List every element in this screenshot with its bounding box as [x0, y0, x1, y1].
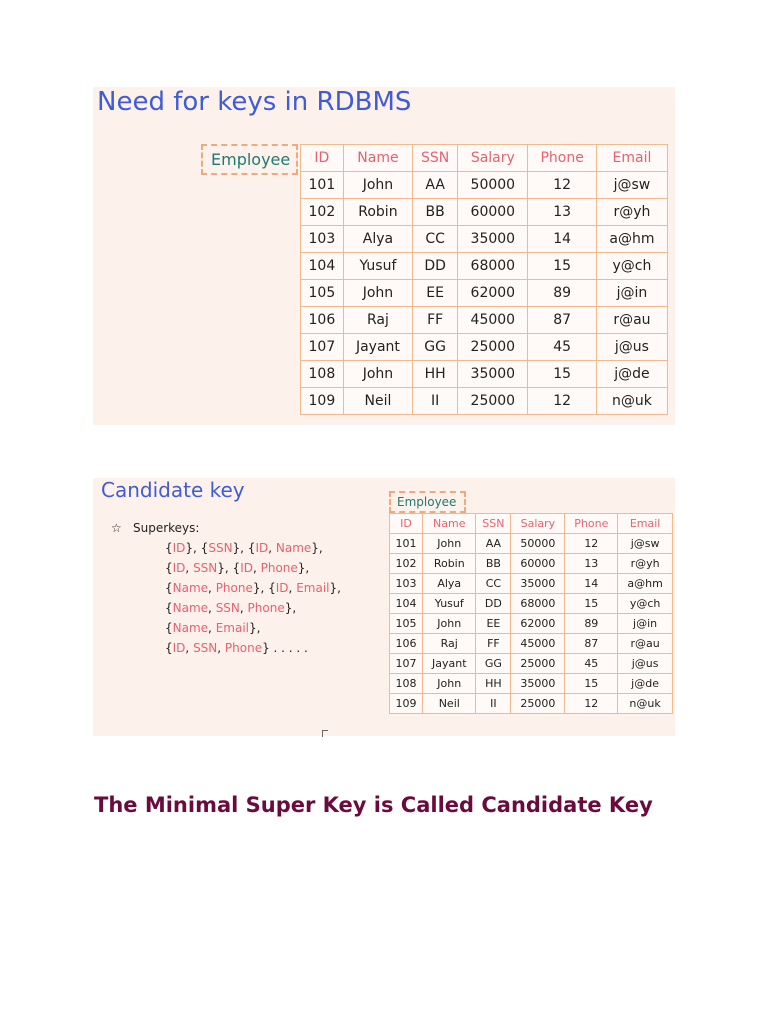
- table-cell: 12: [565, 694, 618, 714]
- table-cell: 87: [565, 634, 618, 654]
- superkey-punctuation: },: [284, 601, 297, 615]
- superkey-punctuation: ,: [288, 581, 297, 595]
- table-cell: 12: [565, 534, 618, 554]
- table-cell: FF: [476, 634, 511, 654]
- table-cell: j@us: [618, 654, 673, 674]
- superkeys-list: [111, 518, 341, 658]
- table-cell: John: [343, 280, 412, 307]
- superkey-punctuation: ,: [208, 621, 216, 635]
- table-cell: BB: [476, 554, 511, 574]
- table-cell: 89: [528, 280, 596, 307]
- table-cell: a@hm: [596, 226, 667, 253]
- table-row: [390, 694, 673, 714]
- employee-table: [300, 144, 668, 415]
- employee-table-small: [389, 513, 673, 714]
- column-header: SSN: [476, 514, 511, 534]
- table-cell: DD: [476, 594, 511, 614]
- table-cell: EE: [413, 280, 458, 307]
- slide-title: Need for keys in RDBMS: [97, 87, 412, 117]
- superkey-attribute: Name: [172, 581, 209, 595]
- superkey-attribute: Name: [172, 601, 209, 615]
- superkey-line: [111, 578, 341, 598]
- table-row: [390, 534, 673, 554]
- table-cell: 101: [390, 534, 423, 554]
- superkey-attribute: Email: [215, 621, 249, 635]
- superkey-punctuation: {: [165, 621, 173, 635]
- column-header: Name: [423, 514, 476, 534]
- superkey-line: [111, 638, 341, 658]
- table-cell: 107: [390, 654, 423, 674]
- table-cell: Neil: [423, 694, 476, 714]
- table-cell: Robin: [343, 199, 412, 226]
- table-cell: Yusuf: [343, 253, 412, 280]
- table-cell: HH: [413, 361, 458, 388]
- table-cell: 104: [390, 594, 423, 614]
- table-row: [301, 253, 668, 280]
- table-cell: FF: [413, 307, 458, 334]
- superkey-punctuation: },: [297, 561, 310, 575]
- table-cell: John: [423, 674, 476, 694]
- caption-heading: The Minimal Super Key is Called Candidate Key: [94, 793, 653, 817]
- slide-need-for-keys: [93, 87, 675, 425]
- table-row: [390, 554, 673, 574]
- superkey-attribute: ID: [172, 541, 186, 555]
- table-cell: 102: [390, 554, 423, 574]
- column-header: Email: [618, 514, 673, 534]
- table-cell: Robin: [423, 554, 476, 574]
- table-cell: 106: [301, 307, 344, 334]
- table-cell: AA: [476, 534, 511, 554]
- table-cell: 108: [301, 361, 344, 388]
- superkey-punctuation: } . . . . .: [262, 641, 308, 655]
- table-cell: 50000: [458, 172, 528, 199]
- table-row: [301, 388, 668, 415]
- table-cell: 13: [565, 554, 618, 574]
- table-cell: j@in: [618, 614, 673, 634]
- table-cell: r@au: [618, 634, 673, 654]
- column-header: Salary: [458, 145, 528, 172]
- table-name-tag: Employee: [389, 491, 466, 513]
- superkey-attribute: ID: [255, 541, 269, 555]
- cursor-icon: [322, 730, 328, 737]
- table-cell: 60000: [458, 199, 528, 226]
- table-cell: BB: [413, 199, 458, 226]
- table-cell: 12: [528, 388, 596, 415]
- table-row: [301, 199, 668, 226]
- table-cell: 68000: [458, 253, 528, 280]
- superkey-punctuation: ,: [252, 561, 261, 575]
- superkey-punctuation: },: [248, 621, 261, 635]
- table-cell: GG: [413, 334, 458, 361]
- table-cell: Raj: [423, 634, 476, 654]
- superkey-punctuation: ,: [185, 561, 194, 575]
- superkey-punctuation: }, {: [185, 541, 209, 555]
- table-cell: 45000: [458, 307, 528, 334]
- table-cell: 60000: [511, 554, 565, 574]
- table-cell: 62000: [511, 614, 565, 634]
- table-cell: 103: [301, 226, 344, 253]
- table-row: [390, 574, 673, 594]
- superkeys-label: Superkeys:: [133, 521, 200, 535]
- table-cell: 35000: [458, 226, 528, 253]
- table-cell: 68000: [511, 594, 565, 614]
- slide-title: Candidate key: [101, 478, 245, 502]
- superkey-attribute: SSN: [193, 641, 218, 655]
- superkey-punctuation: {: [165, 641, 173, 655]
- superkey-attribute: Name: [172, 621, 209, 635]
- table-row: [301, 172, 668, 199]
- superkey-attribute: SSN: [215, 601, 240, 615]
- column-header: Phone: [565, 514, 618, 534]
- table-name-tag: Employee: [201, 144, 298, 175]
- table-cell: 15: [528, 253, 596, 280]
- table-cell: 50000: [511, 534, 565, 554]
- table-cell: DD: [413, 253, 458, 280]
- table-cell: 105: [390, 614, 423, 634]
- column-header: ID: [301, 145, 344, 172]
- table-cell: AA: [413, 172, 458, 199]
- superkey-line: [111, 538, 341, 558]
- table-row: [390, 634, 673, 654]
- table-cell: 25000: [458, 334, 528, 361]
- table-cell: 25000: [458, 388, 528, 415]
- table-cell: 25000: [511, 694, 565, 714]
- table-cell: 35000: [511, 674, 565, 694]
- table-cell: 109: [390, 694, 423, 714]
- table-cell: HH: [476, 674, 511, 694]
- table-cell: 106: [390, 634, 423, 654]
- table-row: [390, 674, 673, 694]
- table-cell: Raj: [343, 307, 412, 334]
- table-row: [301, 280, 668, 307]
- superkey-punctuation: },: [311, 541, 323, 555]
- table-cell: 107: [301, 334, 344, 361]
- column-header: ID: [390, 514, 423, 534]
- table-cell: 45: [528, 334, 596, 361]
- table-cell: John: [343, 172, 412, 199]
- superkey-attribute: Phone: [260, 561, 298, 575]
- table-cell: Yusuf: [423, 594, 476, 614]
- table-cell: John: [423, 534, 476, 554]
- table-cell: 102: [301, 199, 344, 226]
- table-cell: Alya: [343, 226, 412, 253]
- superkey-attribute: Phone: [247, 601, 285, 615]
- table-cell: 13: [528, 199, 596, 226]
- table-cell: II: [413, 388, 458, 415]
- superkey-line: [111, 618, 341, 638]
- table-cell: 15: [565, 674, 618, 694]
- table-cell: 45: [565, 654, 618, 674]
- table-cell: y@ch: [618, 594, 673, 614]
- superkey-attribute: Phone: [224, 641, 263, 655]
- superkey-line: [111, 598, 341, 618]
- table-row: [390, 614, 673, 634]
- table-cell: EE: [476, 614, 511, 634]
- superkey-line: [111, 558, 341, 578]
- table-cell: Neil: [343, 388, 412, 415]
- superkey-punctuation: }, {: [217, 561, 241, 575]
- table-cell: 108: [390, 674, 423, 694]
- table-cell: r@au: [596, 307, 667, 334]
- table-cell: 104: [301, 253, 344, 280]
- superkey-attribute: ID: [172, 561, 186, 575]
- table-row: [301, 226, 668, 253]
- table-cell: j@in: [596, 280, 667, 307]
- table-cell: Alya: [423, 574, 476, 594]
- table-cell: 87: [528, 307, 596, 334]
- table-row: [301, 361, 668, 388]
- superkey-attribute: Phone: [215, 581, 253, 595]
- superkey-attribute: Name: [275, 541, 312, 555]
- table-cell: 109: [301, 388, 344, 415]
- superkey-punctuation: {: [165, 561, 173, 575]
- table-cell: 62000: [458, 280, 528, 307]
- table-cell: John: [343, 361, 412, 388]
- superkey-punctuation: ,: [217, 641, 225, 655]
- table-row: [390, 594, 673, 614]
- column-header: Phone: [528, 145, 596, 172]
- table-cell: CC: [413, 226, 458, 253]
- superkey-punctuation: }, {: [252, 581, 276, 595]
- table-cell: 35000: [458, 361, 528, 388]
- table-header-row: [301, 145, 668, 172]
- superkey-punctuation: {: [165, 581, 173, 595]
- table-cell: j@us: [596, 334, 667, 361]
- table-cell: 105: [301, 280, 344, 307]
- table-cell: GG: [476, 654, 511, 674]
- table-cell: John: [423, 614, 476, 634]
- superkey-punctuation: ,: [268, 541, 276, 555]
- superkeys-lines: [111, 538, 341, 658]
- superkey-attribute: SSN: [208, 541, 233, 555]
- slide-candidate-key: [93, 478, 675, 736]
- table-cell: a@hm: [618, 574, 673, 594]
- table-cell: 25000: [511, 654, 565, 674]
- superkey-attribute: Email: [296, 581, 330, 595]
- table-cell: 14: [565, 574, 618, 594]
- column-header: Name: [343, 145, 412, 172]
- table-cell: j@sw: [618, 534, 673, 554]
- table-row: [390, 654, 673, 674]
- superkey-punctuation: ,: [185, 641, 194, 655]
- superkey-punctuation: }, {: [232, 541, 256, 555]
- superkey-attribute: ID: [172, 641, 186, 655]
- table-cell: 103: [390, 574, 423, 594]
- superkey-punctuation: {: [165, 541, 173, 555]
- table-cell: Jayant: [343, 334, 412, 361]
- superkey-attribute: ID: [240, 561, 253, 575]
- table-row: [301, 307, 668, 334]
- table-cell: 89: [565, 614, 618, 634]
- table-cell: 12: [528, 172, 596, 199]
- table-cell: 101: [301, 172, 344, 199]
- column-header: Salary: [511, 514, 565, 534]
- superkey-punctuation: ,: [208, 601, 216, 615]
- table-cell: II: [476, 694, 511, 714]
- table-cell: n@uk: [618, 694, 673, 714]
- star-bullet-icon: ☆: [111, 521, 122, 535]
- table-cell: y@ch: [596, 253, 667, 280]
- table-header-row: [390, 514, 673, 534]
- table-cell: 15: [565, 594, 618, 614]
- table-cell: CC: [476, 574, 511, 594]
- superkey-punctuation: },: [329, 581, 341, 595]
- table-cell: r@yh: [618, 554, 673, 574]
- column-header: SSN: [413, 145, 458, 172]
- table-cell: j@sw: [596, 172, 667, 199]
- table-cell: Jayant: [423, 654, 476, 674]
- table-cell: j@de: [618, 674, 673, 694]
- table-cell: 45000: [511, 634, 565, 654]
- superkey-punctuation: ,: [239, 601, 248, 615]
- superkey-punctuation: {: [165, 601, 173, 615]
- superkey-punctuation: ,: [208, 581, 216, 595]
- table-cell: n@uk: [596, 388, 667, 415]
- table-cell: 35000: [511, 574, 565, 594]
- table-cell: 15: [528, 361, 596, 388]
- table-row: [301, 334, 668, 361]
- table-cell: j@de: [596, 361, 667, 388]
- column-header: Email: [596, 145, 667, 172]
- superkey-attribute: ID: [275, 581, 289, 595]
- table-cell: 14: [528, 226, 596, 253]
- table-cell: r@yh: [596, 199, 667, 226]
- superkey-attribute: SSN: [193, 561, 218, 575]
